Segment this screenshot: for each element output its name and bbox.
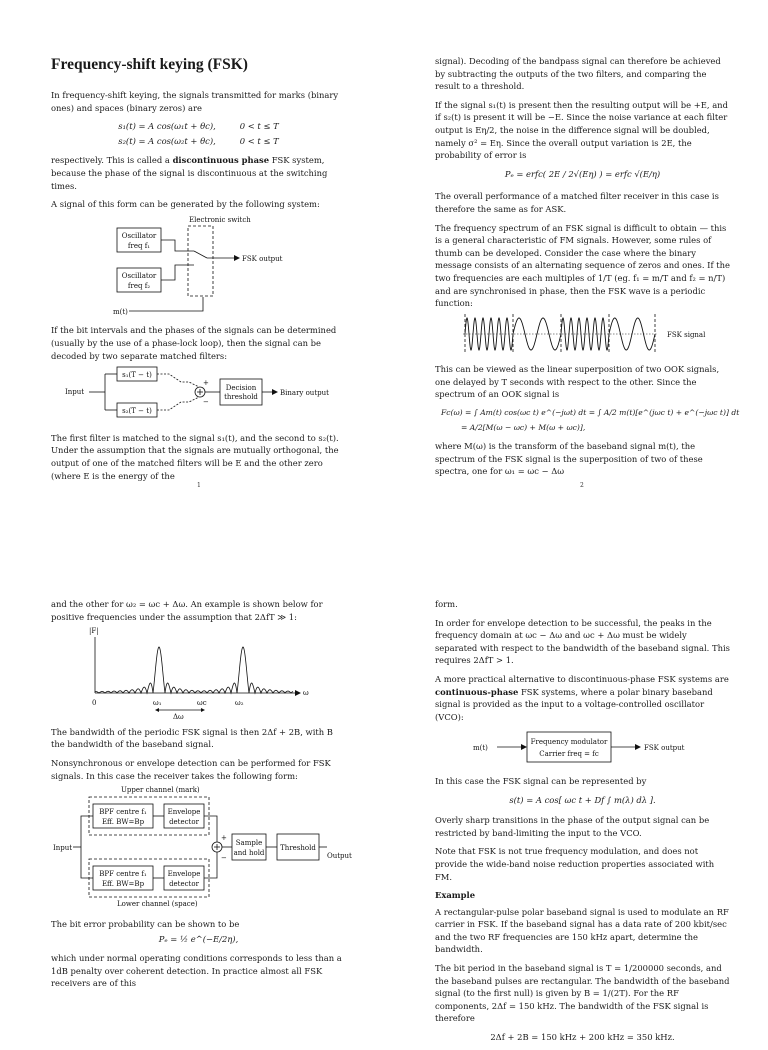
example-problem-paragraph: A rectangular-pulse polar baseband signal is used to modulate an RF carrier in FSK. If the baseband signal has a data rate of 200 kbit/sec and the two RF frequencies are 150 kHz apart, determine the bandwidth. <box>435 906 729 955</box>
upper-to-sum <box>204 816 217 842</box>
penalty-paragraph: which under normal operating conditions corresponds to less than a 1dB penalty over coherent detection. In practice almost all FSK receivers are of this <box>51 952 342 989</box>
spectrum-x-arrow <box>295 690 301 696</box>
oscillator-1-freq: freq f₁ <box>127 241 151 250</box>
spectrum-zero: 0 <box>92 699 97 708</box>
sharp-transition-paragraph: Overly sharp transitions in the phase of the output signal can be restricted by band-limiting the input to the VCO. <box>435 815 710 838</box>
fsk-waveform-figure <box>435 312 730 356</box>
vco-diagram <box>435 729 730 765</box>
continuous-term: continuous-phase <box>435 686 519 697</box>
continuation-paragraph: signal). Decoding of the bandpass signal can therefore be achieved by subtracting the outputs of the two filters, and comparing the result to a threshold. <box>435 56 721 92</box>
example-heading: Example <box>435 890 476 901</box>
upper-envelope-label-2: detector <box>169 818 199 827</box>
delta-omega-right-head <box>201 708 205 712</box>
spectrum-ylabel: |F| <box>89 627 99 636</box>
decision-box <box>220 379 262 405</box>
lower-bpf-label-1: BPF centre f₁ <box>99 870 147 879</box>
transform-paragraph: where M(ω) is the transform of the baseband signal m(t), the spectrum of the FSK signal is the superposition of two of these spectra, one for ω₁ = ωc − Δω <box>435 441 703 477</box>
equation-s2 <box>51 135 346 148</box>
generator-paragraph: A signal of this form can be generated by the following system: <box>51 199 320 210</box>
oscillator-1-label: Oscillator <box>121 231 157 240</box>
form-fragment: form. <box>435 599 458 609</box>
filter-2-label: s₂(T − t) <box>122 407 152 416</box>
not-fm-paragraph: Note that FSK is not true frequency modulation, and does not provide the wide-band noise reduction properties associated with FM. <box>435 846 715 882</box>
mf-input-label: Input <box>65 388 85 397</box>
page1-column <box>51 55 346 488</box>
nonsync-paragraph: Nonsynchronous or envelope detection can be performed for FSK signals. In this case the receiver takes the following form: <box>51 757 331 781</box>
sample-hold-label-2: and hold <box>233 849 265 858</box>
delta-omega-label: Δω <box>173 713 184 722</box>
equation-s1 <box>51 120 346 133</box>
omega-c-tick: ωc <box>197 699 207 708</box>
discontinuous-text-1: respectively. This is called a <box>51 155 173 166</box>
mt-input-label: m(t) <box>113 307 128 316</box>
mt-wire <box>129 297 203 311</box>
decision-arrow <box>272 389 278 395</box>
omega-axis-label: ω <box>303 689 309 698</box>
bandwidth-result-equation: 2Δf + 2B = 150 kHz + 200 kHz = 350 kHz. <box>490 1032 675 1043</box>
oscillator-2-label: Oscillator <box>121 271 157 280</box>
bit-error-paragraph: The bit error probability can be shown to be <box>51 918 240 929</box>
rx-input-label: Input <box>53 844 73 853</box>
spectrum-curve <box>95 647 293 693</box>
osc2-wire <box>161 265 194 280</box>
continuous-text-2: FSK systems, where a polar binary baseband signal is provided as the input to a voltage-controlled oscillator (VCO): <box>435 686 713 722</box>
delta-omega-left-head <box>155 708 159 712</box>
vco-input-label: m(t) <box>473 744 488 753</box>
matched-filter-diagram <box>51 364 346 422</box>
page2-column <box>435 55 740 484</box>
osc1-wire <box>161 240 194 251</box>
page3-column <box>51 598 352 996</box>
decision-label-2: threshold <box>224 393 258 402</box>
vco-input-arrow <box>521 744 527 750</box>
sum-minus: − <box>203 398 209 407</box>
bandwidth-paragraph: The bandwidth of the periodic FSK signal is then 2Δf + 2B, with B the bandwidth of the baseband signal. <box>51 726 333 750</box>
bit-intervals-paragraph: If the bit intervals and the phases of the signals can be determined (usually by the use of a phase-lock loop), then the signal can be decoded by two separate matched filters: <box>51 325 337 361</box>
fsk-spectrum-figure <box>51 625 346 720</box>
omega-1-tick: ω₁ <box>153 699 162 708</box>
discontinuous-text-2: FSK system, because the phase of the signal is discontinuous at the switching times. <box>51 155 328 191</box>
filter-1-sampler <box>157 374 199 387</box>
lower-channel-box <box>89 859 209 897</box>
lower-envelope-label-1: Envelope <box>167 870 201 879</box>
sum-plus: + <box>203 379 209 388</box>
lower-channel-label: Lower channel (space) <box>117 900 198 909</box>
equation-s2-rhs: 0 < t ≤ T <box>239 135 279 146</box>
example-solution-paragraph: The bit period in the baseband signal is T = 1/200000 seconds, and the baseband pulses are rectangular. The bandwidth of the baseband signal (to the first null) is given by B = 1/(2T). For the RF components, 2Δf = 150 kHz. The bandwidth of the FSK signal is therefore <box>435 963 730 1024</box>
decision-label-1: Decision <box>225 384 257 393</box>
omega-2-tick: ω₂ <box>235 699 244 708</box>
rx-output-label: Output <box>327 852 352 861</box>
discontinuous-paragraph <box>51 154 346 192</box>
page4-column <box>435 598 730 1050</box>
rx-sum-plus: + <box>221 834 227 843</box>
upper-channel-box <box>89 797 209 835</box>
equation-s1-lhs: s₁(t) = A cos(ω₁t + θc), <box>118 121 216 132</box>
oscillator-2-freq: freq f₂ <box>127 281 151 290</box>
fsk-generator-diagram <box>51 213 346 317</box>
lower-envelope-label-2: detector <box>169 880 199 889</box>
lower-bpf-label-2: Eff. BW=Bp <box>101 880 145 889</box>
equation-s2-lhs: s₂(t) = A cos(ω₂t + θc), <box>118 135 216 146</box>
noncoherent-error-equation: Pₑ = ½ e^(−E/2η), <box>158 934 239 945</box>
upper-envelope-label-1: Envelope <box>167 808 201 817</box>
switch-label: Electronic switch <box>189 215 251 224</box>
modulator-label-2: Carrier freq = fc <box>539 750 599 759</box>
switch-blade <box>194 251 207 258</box>
threshold-label: Threshold <box>280 844 316 853</box>
fsk-output-label: FSK output <box>242 254 283 263</box>
continuous-phase-paragraph <box>435 673 730 723</box>
filter-2-sampler <box>157 397 199 410</box>
switch-box <box>188 226 213 296</box>
representation-paragraph: In this case the FSK signal can be represented by <box>435 775 647 786</box>
signal-present-paragraph: If the signal s₁(t) is present then the resulting output will be +E, and if s₂(t) is present it will be −E. Since the noise variance at each filter output is Eη/2, the noise in the difference signal will be doubled, namely σ² = Eη. Since the overall output variation is 2E, the probability of error is <box>435 99 728 161</box>
error-probability-equation: Pₑ = erfc( 2E / 2√(Eη) ) = erfc √(E/η) <box>504 168 661 179</box>
binary-output-label: Binary output <box>280 389 329 398</box>
output-arrow <box>234 255 240 261</box>
fsk-signal-label: FSK signal <box>667 330 706 339</box>
other-frequency-paragraph: and the other for ω₂ = ωc + Δω. An example is shown below for positive frequencies under the assumption that 2ΔfT ≫ 1: <box>51 599 323 622</box>
filter-1-label: s₁(T − t) <box>122 371 152 380</box>
matched-filter-paragraph: The first filter is matched to the signal s₁(t), and the second to s₂(t). Under the assumption that the signals are mutually orthogonal, the output of one of the matched filters will be E and the other zero (where E is the energy of the <box>51 432 339 481</box>
page-title: Frequency-shift keying (FSK) <box>51 56 248 73</box>
ook-spectrum-equation: Fc(ω) = ∫ Am(t) cos(ωc t) e^(−jωt) dt = ∫ A/2 m(t)[e^(jωc t) + e^(−jωc t)] dt <box>441 408 740 418</box>
equation-s1-rhs: 0 < t ≤ T <box>239 121 279 132</box>
superposition-paragraph: This can be viewed as the linear superposition of two OOK signals, one delayed by T seconds with respect to the other. Since the spectrum of an OOK signal is <box>435 364 720 400</box>
page-number-1: 1 <box>197 482 201 489</box>
vco-output-label: FSK output <box>644 744 685 753</box>
rx-sum-minus: − <box>221 854 227 863</box>
rx-split-wire <box>81 816 93 878</box>
modulator-label-1: Frequency modulator <box>530 738 608 747</box>
envelope-receiver-diagram <box>51 784 352 910</box>
continuous-fsk-equation: s(t) = A cos[ ωc t + Df ∫ m(λ) dλ ]. <box>509 794 656 805</box>
continuous-text-1: A more practical alternative to discontinuous-phase FSK systems are <box>435 673 729 684</box>
envelope-condition-paragraph: In order for envelope detection to be successful, the peaks in the frequency domain at ωc − Δω and ωc + Δω must be widely separated with respect to the bandwidth of the baseband signal. This requires 2ΔfT > 1. <box>435 617 730 666</box>
lower-to-sum <box>204 852 217 878</box>
sample-hold-label-1: Sample <box>235 839 263 848</box>
upper-channel-label: Upper channel (mark) <box>121 786 200 795</box>
overall-performance-paragraph: The overall performance of a matched filter receiver in this case is therefore the same as for ASK. <box>435 191 719 214</box>
page-number-2: 2 <box>580 482 584 489</box>
upper-bpf-label-1: BPF centre f₁ <box>99 808 147 817</box>
vco-output-arrow <box>635 744 641 750</box>
discontinuous-term: discontinuous phase <box>172 155 270 166</box>
spectrum-paragraph: The frequency spectrum of an FSK signal is difficult to obtain — this is a general characteristic of FM signals. However, some rules of thumb can be developed. Consider the case where the binary message consists of an alternating sequence of zeros and ones. If the two frequencies are each multiples of 1/T (eg. f₁ = m/T and f₂ = n/T) and are synchronised in phase, then the FSK wave is a periodic function: <box>435 222 730 309</box>
intro-paragraph: In frequency-shift keying, the signals transmitted for marks (binary ones) and spaces (binary zeros) are <box>51 90 339 113</box>
ook-spectrum-result: = A/2[M(ω − ωc) + M(ω + ωc)], <box>461 422 586 432</box>
upper-bpf-label-2: Eff. BW=Bp <box>101 818 145 827</box>
